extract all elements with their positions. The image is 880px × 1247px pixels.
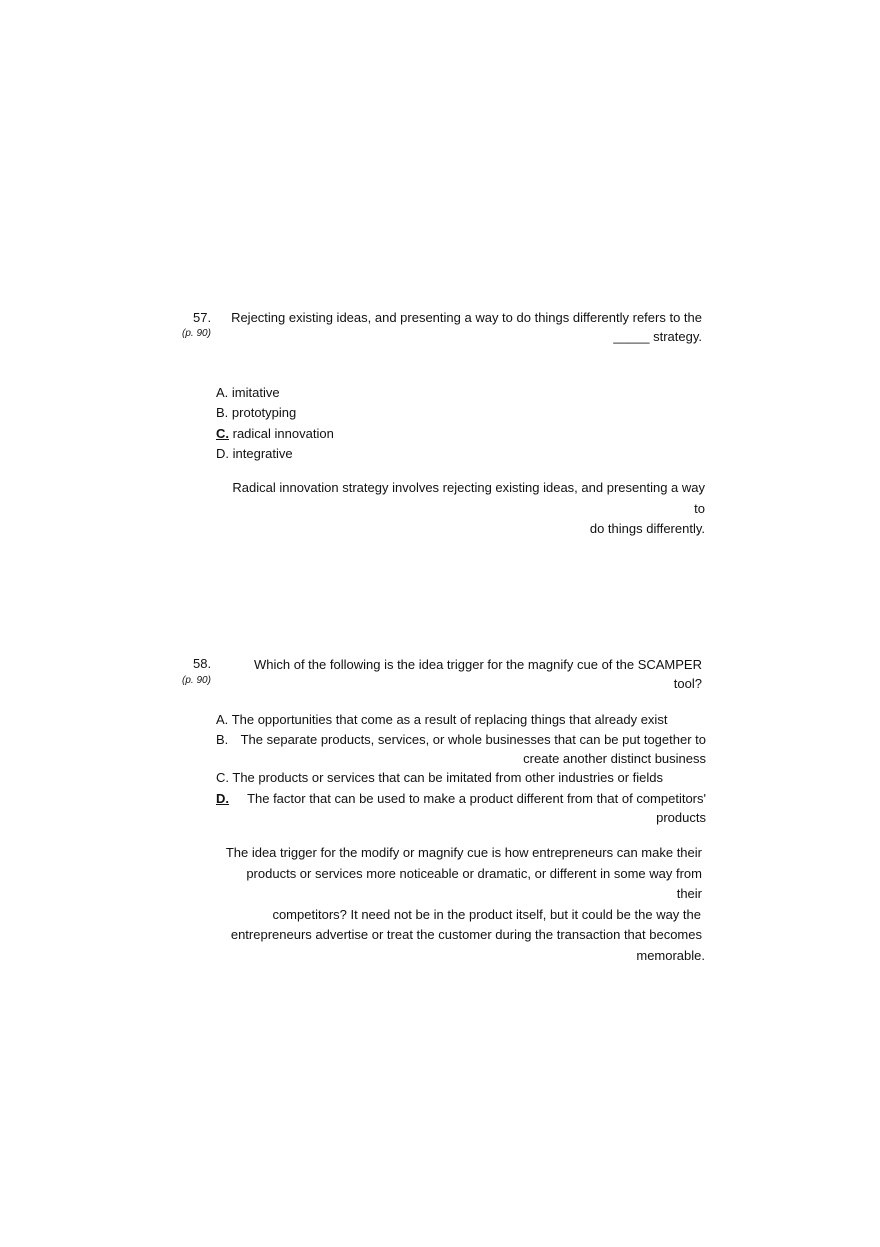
choice-letter-correct: C. <box>216 426 229 441</box>
stem-line: Rejecting existing ideas, and presenting a way to do things differently refers to the <box>231 310 702 325</box>
explanation-line: memorable. <box>636 947 705 963</box>
question-number: 57. <box>193 310 212 325</box>
choice-text: imitative <box>231 385 280 400</box>
choice-letter-correct: D. <box>216 791 229 806</box>
question-stem <box>228 655 702 693</box>
question-number: 58. <box>193 656 212 671</box>
explanation-line: do things differently. <box>589 521 705 536</box>
choice-text-line: The factor that can be used to make a product different from that of competitors' <box>247 791 706 806</box>
explanation-line: products or services more noticeable or dramatic, or different in some way from their <box>246 865 702 901</box>
choice-text-line: The separate products, services, or whole businesses that can be put together to <box>240 732 706 747</box>
stem-line: Which of the following is the idea trigger for the magnify cue of the SCAMPER tool? <box>254 657 702 691</box>
choice-b <box>216 730 706 768</box>
page-reference: (p. 90) <box>182 675 211 686</box>
choice-letter: A. <box>216 385 229 400</box>
choice-text-line: products <box>656 810 706 825</box>
choice-b <box>216 403 296 422</box>
explanation <box>220 478 705 540</box>
stem-line: _____ strategy. <box>613 329 702 344</box>
choice-text: radical innovation <box>232 426 334 441</box>
choice-text: The opportunities that come as a result of replacing things that already exist <box>231 712 668 727</box>
explanation <box>220 843 705 966</box>
choice-c <box>216 768 663 787</box>
choice-a <box>216 383 280 402</box>
explanation-line: competitors? It need not be in the product itself, but it could be the way the <box>272 906 701 922</box>
explanation-line: Radical innovation strategy involves rejecting existing ideas, and presenting a way to <box>232 480 705 516</box>
question-stem <box>228 308 702 346</box>
choice-letter: C. <box>216 770 229 785</box>
choice-letter: B. <box>216 405 229 420</box>
choice-text: The products or services that can be imitated from other industries or fields <box>232 770 664 785</box>
explanation-line: The idea trigger for the modify or magnify cue is how entrepreneurs can make their <box>225 845 702 860</box>
choice-letter: D. <box>216 446 229 461</box>
choice-c <box>216 424 334 443</box>
choice-text: prototyping <box>231 405 297 420</box>
choice-letter: B. <box>216 732 229 747</box>
explanation-line: entrepreneurs advertise or treat the customer during the transaction that becomes <box>230 927 702 942</box>
choice-d <box>216 789 706 827</box>
choice-d <box>216 444 293 463</box>
choice-text-line: create another distinct business <box>523 751 706 766</box>
choice-text: integrative <box>232 446 293 461</box>
page-reference: (p. 90) <box>182 328 211 339</box>
choice-letter: A. <box>216 712 229 727</box>
choice-a <box>216 710 667 729</box>
